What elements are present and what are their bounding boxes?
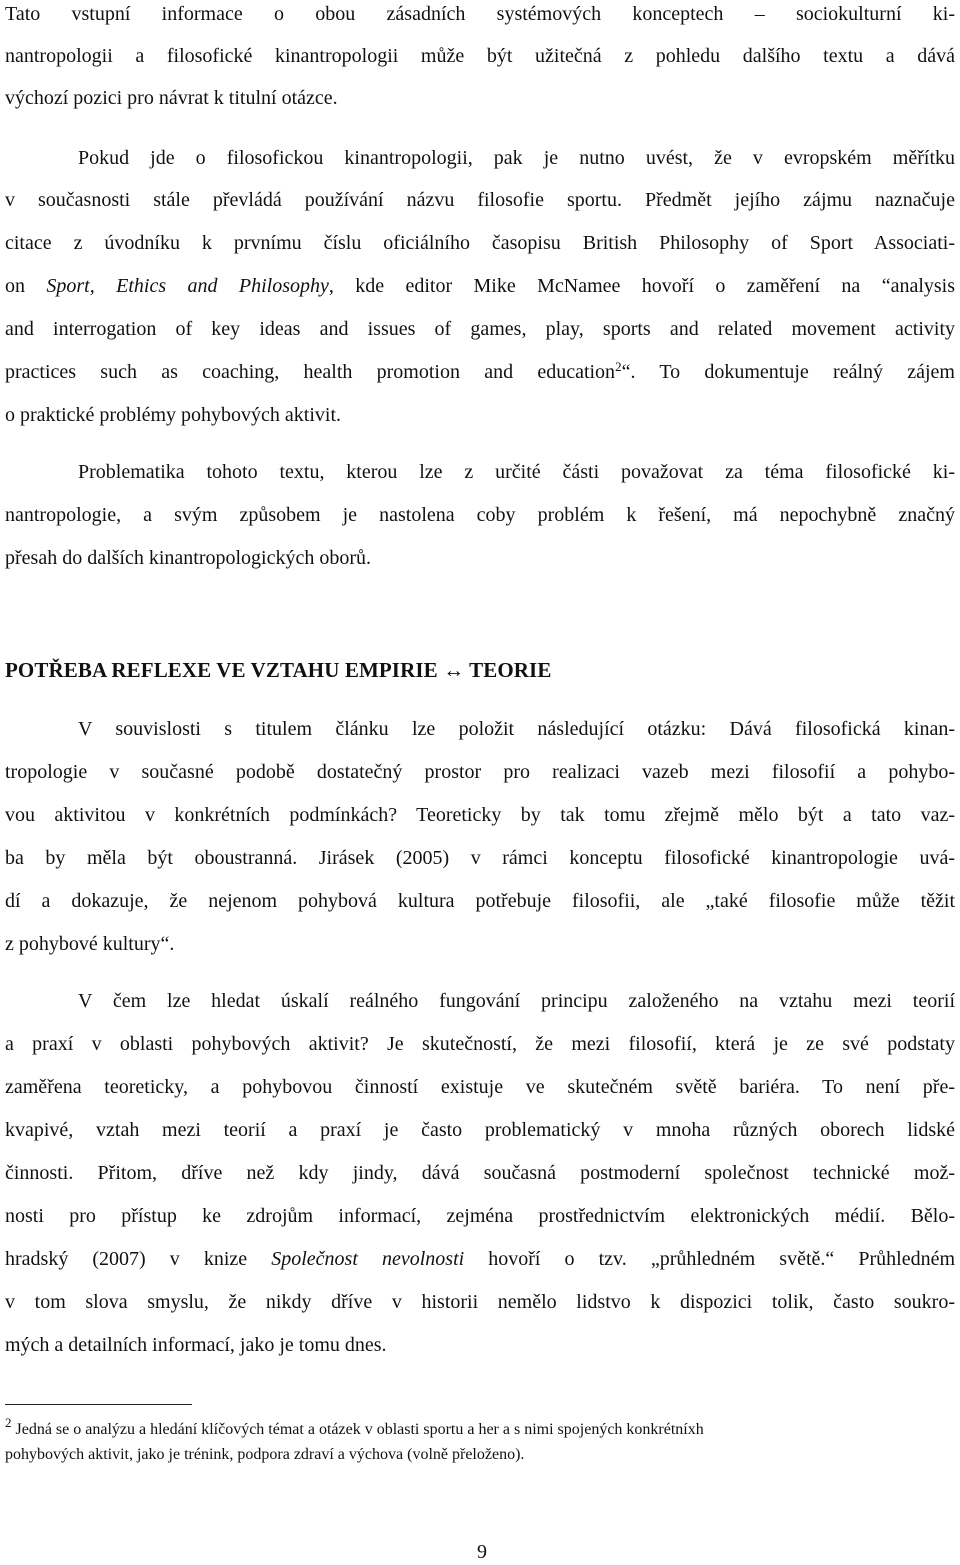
paragraph-5-line: zaměřena teoreticky, a pohybovou činností existuje ve skutečném světě bariéra. To není pře- bbox=[5, 1076, 955, 1098]
paragraph-4-line: tropologie v současné podobě dostatečný prostor pro realizaci vazeb mezi filosofií a pohybo- bbox=[5, 761, 955, 783]
paragraph-5-line: kvapivé, vztah mezi teorií a praxí je často problematický v mnoha různých oborech lidské bbox=[5, 1119, 955, 1141]
journal-title: Sport, Ethics and Philosophy bbox=[46, 275, 329, 297]
page-number: 9 bbox=[477, 1541, 487, 1563]
paragraph-4-line: vou aktivitou v konkrétních podmínkách? Teoreticky by tak tomu zřejmě mělo být a tato vaz- bbox=[5, 804, 955, 826]
text-run: hovoří o tzv. „průhledném světě.“ Průhledném bbox=[464, 1248, 955, 1270]
paragraph-2-line bbox=[5, 272, 955, 300]
paragraph-4-line: z pohybové kultury“. bbox=[5, 933, 175, 955]
footnote-line bbox=[5, 1415, 955, 1441]
paragraph-5-line: a praxí v oblasti pohybových aktivit? Je skutečností, že mezi filosofií, která je ze své podstaty bbox=[5, 1033, 955, 1055]
paragraph-5-line: mých a detailních informací, jako je tomu dnes. bbox=[5, 1334, 387, 1356]
footnote-marker: 2 bbox=[5, 1415, 12, 1430]
text-run: , kde editor Mike McNamee hovoří o zaměření na “analysis bbox=[328, 275, 955, 297]
paragraph-5-line: činnosti. Přitom, dříve než kdy jindy, dává současná postmoderní společnost technické mož- bbox=[5, 1162, 955, 1184]
paragraph-2-line: v současnosti stále převládá používání názvu filosofie sportu. Předmět jejího zájmu naznačuje bbox=[5, 189, 955, 211]
text-run: “. To dokumentuje reálný zájem bbox=[621, 361, 955, 383]
footnote-text: Jedná se o analýzu a hledání klíčových témat a otázek v oblasti sportu a her a s nimi spojených konkrétníxh bbox=[11, 1421, 704, 1438]
paragraph-2-line: o praktické problémy pohybových aktivit. bbox=[5, 404, 342, 426]
paragraph-2-line: and interrogation of key ideas and issues of games, play, sports and related movement activity bbox=[5, 318, 955, 340]
book-title: Společnost nevolnosti bbox=[271, 1248, 465, 1270]
text-run: practices such as coaching, health promotion and education bbox=[5, 361, 616, 383]
paragraph-1-line: výchozí pozici pro návrat k titulní otázce. bbox=[5, 87, 338, 109]
paragraph-1-line: nantropologii a filosofické kinantropologii může být užitečná z pohledu dalšího textu a dává bbox=[5, 45, 955, 67]
paragraph-2-line: Pokud jde o filosofickou kinantropologii, pak je nutno uvést, že v evropském měřítku bbox=[78, 147, 955, 169]
text-run: hradský (2007) v knize bbox=[5, 1248, 272, 1270]
paragraph-3-line: nantropologie, a svým způsobem je nastolena coby problém k řešení, má nepochybně značný bbox=[5, 504, 955, 526]
footnote-reference: 2 bbox=[615, 359, 622, 374]
paragraph-5-line: V čem lze hledat úskalí reálného fungování principu založeného na vztahu mezi teorií bbox=[78, 990, 955, 1012]
paragraph-4-line: V souvislosti s titulem článku lze položit následující otázku: Dává filosofická kinan- bbox=[78, 718, 955, 740]
footnote-line: pohybových aktivit, jako je trénink, podpora zdraví a výchova (volně přeloženo). bbox=[5, 1446, 525, 1463]
paragraph-4-line: ba by měla být oboustranná. Jirásek (2005) v rámci konceptu filosofické kinantropologie uvá- bbox=[5, 847, 955, 869]
paragraph-5-line bbox=[5, 1245, 955, 1273]
paragraph-4-line: dí a dokazuje, že nejenom pohybová kultura potřebuje filosofii, ale „také filosofie může těžit bbox=[5, 890, 955, 912]
paragraph-1-line: Tato vstupní informace o obou zásadních systémových konceptech – sociokulturní ki- bbox=[5, 3, 955, 25]
text-run: on bbox=[5, 275, 47, 297]
paragraph-3-line: přesah do dalších kinantropologických oborů. bbox=[5, 547, 372, 569]
paragraph-5-line: nosti pro přístup ke zdrojům informací, zejména prostřednictvím elektronických médií. Bělo- bbox=[5, 1205, 955, 1227]
paragraph-3-line: Problematika tohoto textu, kterou lze z určité části považovat za téma filosofické ki- bbox=[78, 461, 955, 483]
paragraph-5-line: v tom slova smyslu, že nikdy dříve v historii nemělo lidstvo k dispozici tolik, často soukro- bbox=[5, 1291, 955, 1313]
paragraph-2-line bbox=[5, 358, 955, 386]
footnote-separator bbox=[5, 1404, 192, 1405]
paragraph-2-line: citace z úvodníku k prvnímu číslu oficiálního časopisu British Philosophy of Sport Associati- bbox=[5, 232, 955, 254]
section-heading: POTŘEBA REFLEXE VE VZTAHU EMPIRIE ↔ TEORIE bbox=[5, 658, 552, 682]
